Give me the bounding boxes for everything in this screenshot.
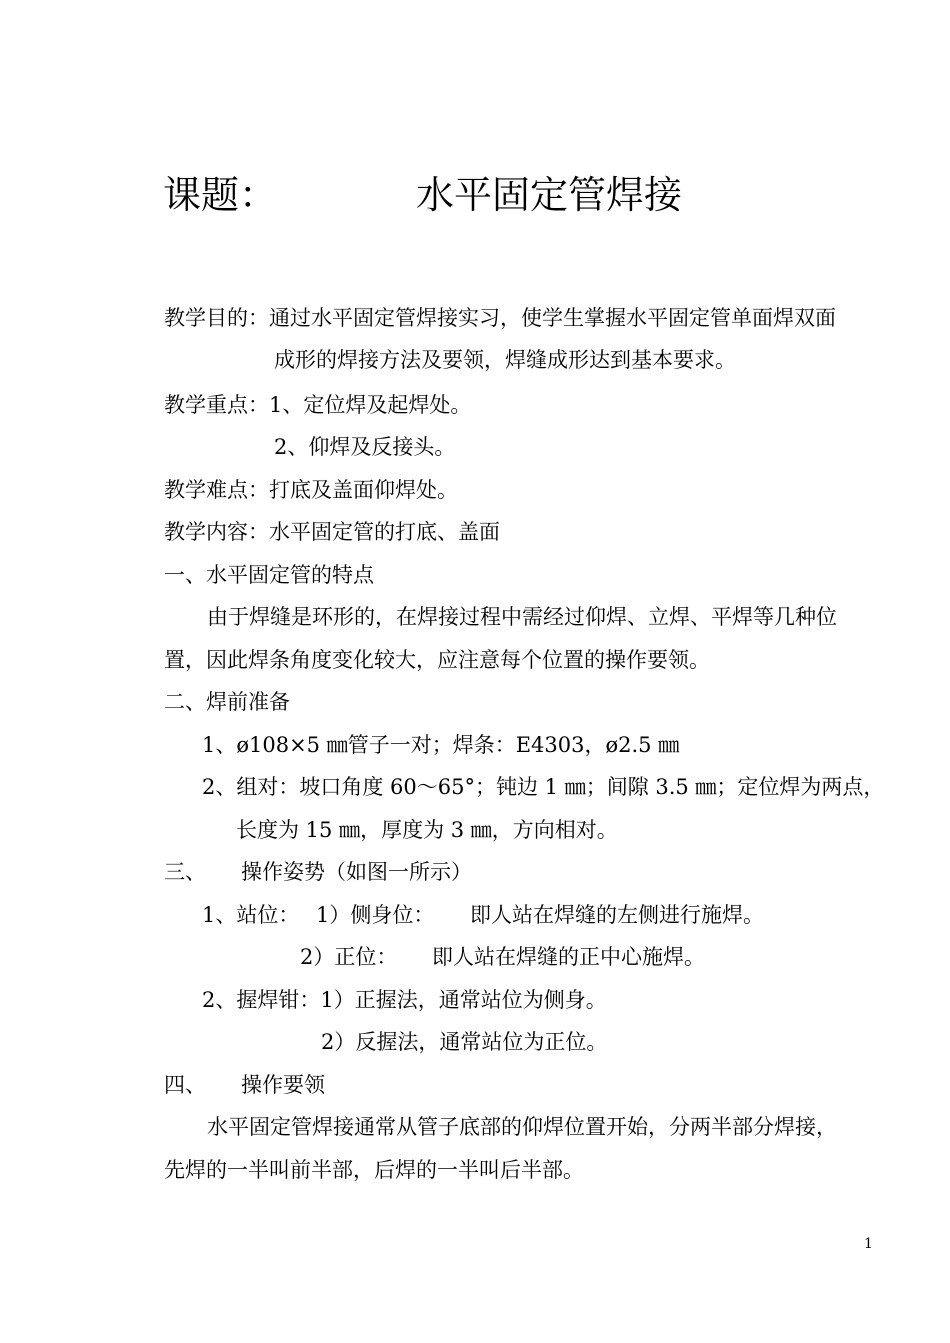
section-2-item-2-line-2: 长度为 15 ㎜，厚度为 3 ㎜，方向相对。	[236, 818, 618, 842]
stance-2-label: 2）正位：	[300, 945, 398, 969]
section-2-heading: 二、焊前准备	[164, 690, 290, 714]
content-line: 教学内容：水平固定管的打底、盖面	[164, 520, 500, 544]
section-2-item-1: 1、ø108×5 ㎜管子一对；焊条：E4303，ø2.5 ㎜	[202, 733, 680, 757]
objective-line-2: 成形的焊接方法及要领，焊缝成形达到基本要求。	[274, 348, 736, 372]
stance-label: 1、站位：	[202, 903, 300, 927]
page-title: 水平固定管焊接	[416, 173, 683, 217]
title-label: 课题：	[163, 173, 278, 217]
section-4-paragraph-line-1: 水平固定管焊接通常从管子底部的仰焊位置开始，分两半部分焊接，	[207, 1115, 837, 1139]
stance-1-description: 即人站在焊缝的左侧进行施焊。	[470, 903, 764, 927]
focus-line-2: 2、仰焊及反接头。	[274, 435, 456, 459]
section-4-heading: 操作要领	[241, 1073, 325, 1097]
section-4-paragraph-line-2: 先焊的一半叫前半部，后焊的一半叫后半部。	[164, 1158, 584, 1182]
section-3-number: 三、	[164, 860, 206, 884]
section-4-number: 四、	[164, 1073, 206, 1097]
page-number: 1	[864, 1236, 873, 1252]
objective-line-1: 教学目的：通过水平固定管焊接实习，使学生掌握水平固定管单面焊双面	[164, 306, 836, 330]
section-1-paragraph-line-2: 置，因此焊条角度变化较大，应注意每个位置的操作要领。	[164, 648, 710, 672]
stance-2-description: 即人站在焊缝的正中心施焊。	[432, 945, 705, 969]
section-1-heading: 一、水平固定管的特点	[164, 563, 374, 587]
section-2-item-2-line-1: 2、组对：坡口角度 60～65°；钝边 1 ㎜；间隙 3.5 ㎜；定位焊为两点，	[202, 775, 885, 799]
grip-line-2: 2）反握法，通常站位为正位。	[321, 1030, 608, 1054]
focus-line-1: 教学重点：1、定位焊及起焊处。	[164, 393, 472, 417]
stance-1-label: 1）侧身位：	[316, 903, 435, 927]
section-3-heading: 操作姿势（如图一所示）	[241, 860, 472, 884]
section-1-paragraph-line-1: 由于焊缝是环形的，在焊接过程中需经过仰焊、立焊、平焊等几种位	[207, 605, 837, 629]
grip-line-1: 2、握焊钳：1）正握法，通常站位为侧身。	[202, 988, 607, 1012]
difficulty-line: 教学难点：打底及盖面仰焊处。	[164, 478, 458, 502]
